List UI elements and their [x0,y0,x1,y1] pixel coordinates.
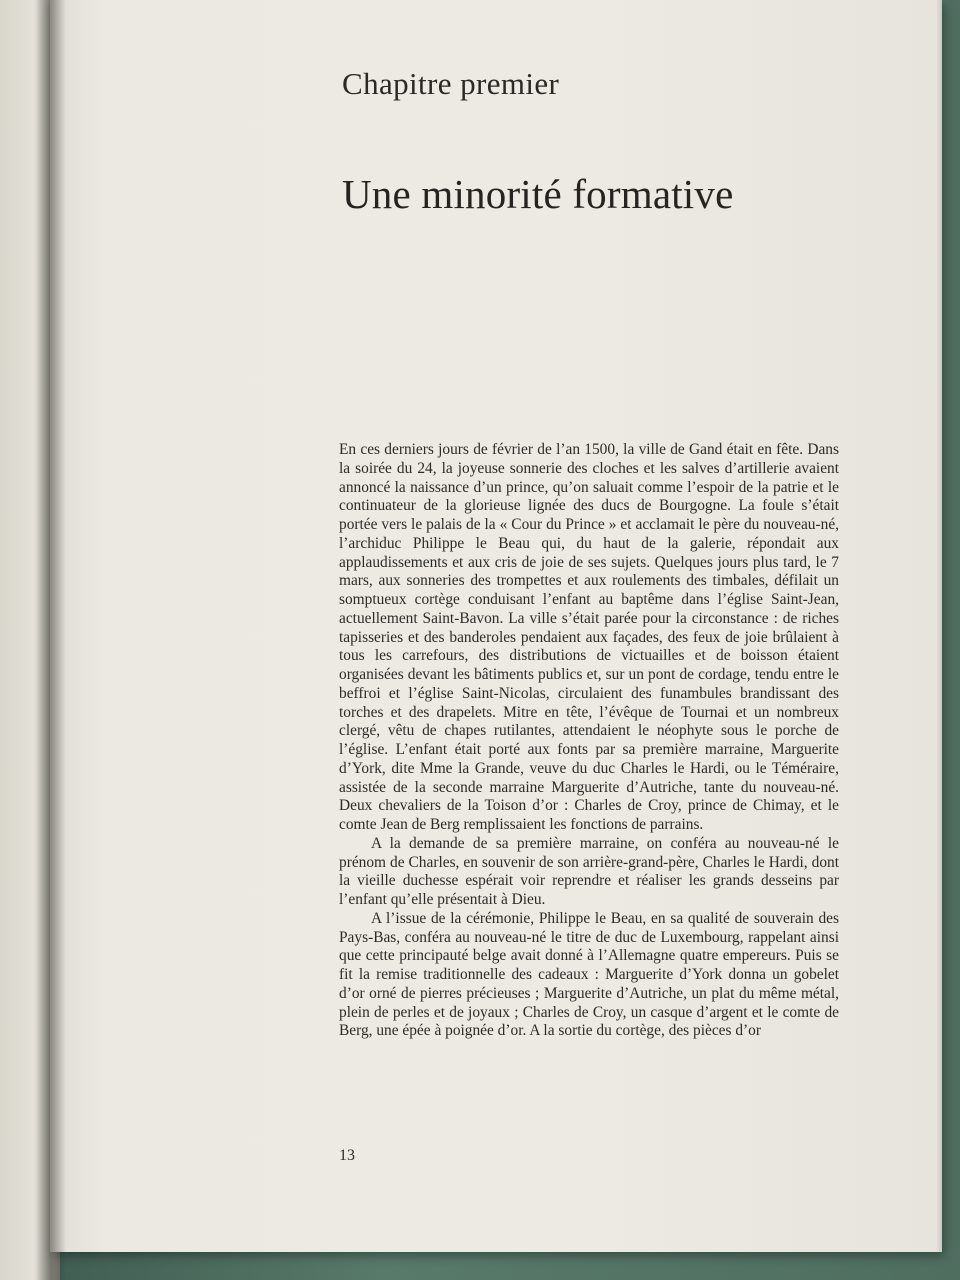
chapter-title: Une minorité formative [342,171,734,217]
page-number: 13 [339,1147,355,1164]
page-edge-shadow [936,0,942,1252]
book-page [50,0,942,1252]
body-text [339,441,839,1041]
paragraph-1: En ces derniers jours de février de l’an 1500, la ville de Gand était en fête. Dans la soirée du 24, la joyeuse sonnerie des cloches et les salves d’artillerie avaient annoncé la naissance d’un prince, qu’on saluait comme l’espoir de la patrie et le continuateur de la glorieuse lignée des ducs de Bourgogne. La foule s’était portée vers le palais de la « Cour du Prince » et acclamait le père du nouveau-né, l’archiduc Philippe le Beau qui, du haut de la galerie, répondait aux applaudissements et aux cris de joie de ses sujets. Quelques jours plus tard, le 7 mars, aux sonneries des trompettes et aux roulements des timbales, défilait un somptueux cortège conduisant l’enfant au baptême dans l’église Saint-Jean, actuellement Saint-Bavon. La ville s’était parée pour la circonstance : de riches tapisseries et des banderoles pendaient aux façades, des feux de joie brûlaient à tous les carrefours, des distributions de victuailles et de boisson étaient organisées devant les bâtiments publics et, sur un pont de cordage, tendu entre le beffroi et l’église Saint-Nicolas, circulaient des funambules brandissant des torches et des drapelets. Mitre en tête, l’évêque de Tournai et un nombreux clergé, vêtu de chapes rutilantes, attendaient le néophyte sous le porche de l’église. L’enfant était porté aux fonts par sa première marraine, Marguerite d’York, dite Mme la Grande, veuve du duc Charles le Hardi, ou le Téméraire, assistée de la seconde marraine Marguerite d’Autriche, tante du nouveau-né. Deux chevaliers de la Toison d’or : Charles de Croy, prince de Chimay, et le comte Jean de Berg remplissaient les fonctions de parrains. [339,441,839,833]
chapter-label: Chapitre premier [342,66,560,101]
paragraph-2: A la demande de sa première marraine, on conféra au nouveau-né le prénom de Charles, en souvenir de son arrière-grand-père, Charles le Hardi, dont la vieille duchesse espérait voir reprendre et réaliser les grands desseins par l’enfant qu’elle présentait à Dieu. [339,834,839,908]
gutter-shadow [36,0,66,1280]
paragraph-3: A l’issue de la cérémonie, Philippe le Beau, en sa qualité de souverain des Pays-Bas, conféra au nouveau-né le titre de duc de Luxembourg, rappelant ainsi que cette principauté belge avait donné à l’Allemagne quatre empereurs. Puis se fit la remise traditionnelle des cadeaux : Marguerite d’York donna un gobelet d’or orné de pierres précieuses ; Marguerite d’Autriche, un plat du même métal, plein de perles et de joyaux ; Charles de Croy, un casque d’argent et le comte de Berg, une épée à poignée d’or. A la sortie du cortège, des pièces d’or [339,909,839,1040]
